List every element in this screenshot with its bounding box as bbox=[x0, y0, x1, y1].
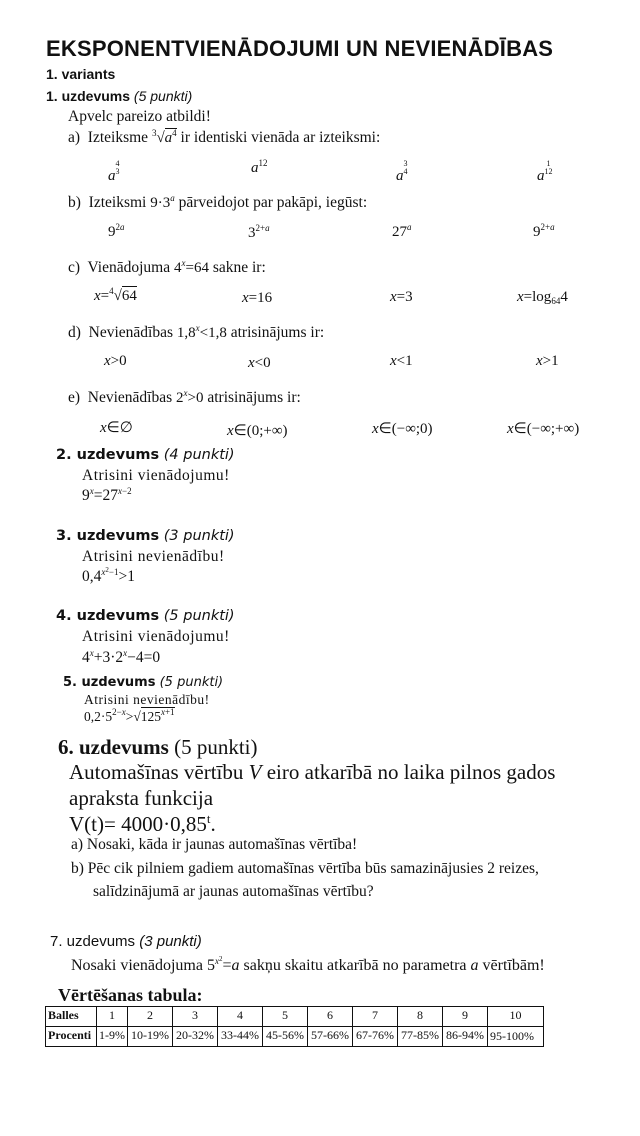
task-1d-question: d) Nevienādības $1,8^x<1,8$ atrisinājums ir: bbox=[68, 323, 325, 341]
task-1-label: 1. uzdevums bbox=[46, 88, 131, 104]
option-1a-2[interactable]: $a^{12}$ bbox=[251, 158, 268, 176]
table-cell: 4 bbox=[218, 1007, 263, 1027]
table-header-cell: Procenti bbox=[46, 1027, 97, 1047]
option-1c-3[interactable]: x=3 bbox=[390, 289, 413, 305]
option-1c-4[interactable]: $x=\log_{64}4$ bbox=[517, 289, 568, 306]
task-6-question-a: a) Nosaki, kāda ir jaunas automašīnas vērtība! bbox=[71, 836, 358, 853]
option-1a-3[interactable]: a 3 4 bbox=[396, 159, 408, 184]
table-row bbox=[46, 1007, 544, 1027]
option-1a-4[interactable]: a 1 12 bbox=[537, 159, 553, 184]
table-cell: 45-56% bbox=[263, 1027, 308, 1047]
table-row bbox=[46, 1027, 544, 1047]
task-1a-expression: $^3√a^4$ bbox=[151, 128, 177, 146]
table-cell: 95-100% bbox=[488, 1027, 544, 1047]
task-1-points: (5 punkti) bbox=[133, 88, 193, 104]
task-5-header: 5. uzdevums (5 punkti) bbox=[63, 675, 224, 690]
task-1e-expression: $2^x>0$ bbox=[176, 388, 204, 406]
task-2-header: 2. uzdevums (4 punkti) bbox=[56, 447, 235, 463]
task-1a-question: a) Izteiksme $^3√a^4$ ir identiski vienāda ar izteiksmi: bbox=[68, 128, 381, 146]
task-3-instruction: Atrisini nevienādību! bbox=[82, 548, 225, 565]
task-1e-question: e) Nevienādības $2^x>0$ atrisinājums ir: bbox=[68, 388, 301, 406]
option-1c-2[interactable]: x=16 bbox=[242, 290, 273, 306]
task-7-question: Nosaki vienādojuma $5^{x^2}=a$ sakņu skaitu atkarībā no parametra a vērtībām! bbox=[71, 955, 545, 974]
option-1b-4[interactable]: $9^{2+a}$ bbox=[533, 222, 555, 240]
task-1b-expression: $9\cdot 3^a$ bbox=[150, 193, 175, 211]
task-3-header: 3. uzdevums (3 punkti) bbox=[56, 528, 235, 544]
task-5-instruction: Atrisini nevienādību! bbox=[84, 692, 210, 707]
task-6-question-b-line-1: b) Pēc cik pilniem gadiem automašīnas vērtība būs samazinājusies 2 reizes, bbox=[71, 860, 539, 877]
task-1d-expression: $1,8^x<1,8$ bbox=[176, 323, 227, 341]
task-1c-expression: $4^x=64$ bbox=[173, 258, 209, 276]
task-4-equation: $4^x+3\cdot 2^x-4=0$ bbox=[82, 648, 161, 666]
task-6-question-b-line-2: salīdzinājumā ar jaunas automašīnas vērtību? bbox=[93, 883, 374, 900]
table-cell: 1 bbox=[97, 1007, 128, 1027]
variant-label: 1. variants bbox=[46, 66, 116, 82]
task-6-line-2: apraksta funkcija bbox=[69, 786, 214, 810]
task-1c-question: c) Vienādojuma $4^x=64$ sakne ir: bbox=[68, 258, 266, 276]
table-cell: 77-85% bbox=[398, 1027, 443, 1047]
table-cell: 33-44% bbox=[218, 1027, 263, 1047]
task-1-instruction: Apvelc pareizo atbildi! bbox=[68, 108, 211, 125]
task-6-formula: $V(t)= 4000\cdot 0,85^t$. bbox=[69, 811, 216, 836]
task-2-instruction: Atrisini vienādojumu! bbox=[82, 467, 230, 484]
grading-title: Vērtēšanas tabula: bbox=[58, 985, 203, 1005]
option-1b-3[interactable]: 27$^a$ bbox=[392, 222, 412, 240]
option-1e-4[interactable]: x∈(−∞;+∞) bbox=[507, 421, 580, 437]
option-1b-2[interactable]: $3^{2+a}$ bbox=[248, 223, 270, 241]
task-2-equation: $9^x=27^{x-2}$ bbox=[82, 486, 132, 504]
option-1c-1[interactable]: x=$^4$√64 bbox=[94, 286, 137, 304]
table-cell: 20-32% bbox=[173, 1027, 218, 1047]
task-4-header: 4. uzdevums (5 punkti) bbox=[56, 608, 235, 624]
task-1-header bbox=[46, 88, 192, 104]
table-cell: 57-66% bbox=[308, 1027, 353, 1047]
task-7-header: 7. uzdevums (3 punkti) bbox=[50, 933, 202, 950]
table-cell: 9 bbox=[443, 1007, 488, 1027]
option-1e-2[interactable]: x∈(0;+∞) bbox=[227, 423, 288, 439]
table-cell: 10 bbox=[488, 1007, 544, 1027]
option-1b-1[interactable]: $9^{2a}$ bbox=[108, 222, 125, 240]
table-cell: 6 bbox=[308, 1007, 353, 1027]
option-1a-1[interactable]: a 4 3 bbox=[108, 159, 120, 184]
table-header-cell: Balles bbox=[46, 1007, 97, 1027]
option-1d-1[interactable]: x>0 bbox=[104, 353, 127, 369]
task-7-equation: $5^{x^2}=a$ bbox=[206, 955, 240, 974]
task-1b-question: b) Izteiksmi $9\cdot 3^a$ pārveidojot par pakāpi, iegūst: bbox=[68, 193, 368, 211]
table-cell: 5 bbox=[263, 1007, 308, 1027]
option-1e-3[interactable]: x∈(−∞;0) bbox=[372, 421, 433, 437]
task-6-header: 6. uzdevums (5 punkti) bbox=[58, 735, 258, 759]
task-5-inequality: $0,2\cdot 5^{2-x}>√125^{x+1}$ bbox=[84, 707, 175, 724]
option-1d-4[interactable]: x>1 bbox=[536, 353, 559, 369]
table-cell: 67-76% bbox=[353, 1027, 398, 1047]
task-3-inequality: $0,4^{x^2-1}>1$ bbox=[82, 566, 135, 585]
table-cell: 3 bbox=[173, 1007, 218, 1027]
task-6-line-1: Automašīnas vērtību V eiro atkarībā no laika pilnos gados bbox=[69, 760, 556, 784]
page-title: EKSPONENTVIENĀDOJUMI UN NEVIENĀDĪBAS bbox=[46, 36, 554, 61]
task-4-instruction: Atrisini vienādojumu! bbox=[82, 628, 230, 645]
option-1e-1[interactable]: x∈∅ bbox=[100, 420, 133, 436]
table-cell: 8 bbox=[398, 1007, 443, 1027]
table-cell: 2 bbox=[128, 1007, 173, 1027]
grading-table bbox=[45, 1006, 544, 1047]
table-cell: 1-9% bbox=[97, 1027, 128, 1047]
table-cell: 7 bbox=[353, 1007, 398, 1027]
table-cell: 86-94% bbox=[443, 1027, 488, 1047]
option-1d-3[interactable]: x<1 bbox=[390, 353, 413, 369]
table-cell: 10-19% bbox=[128, 1027, 173, 1047]
option-1d-2[interactable]: x<0 bbox=[248, 355, 271, 371]
